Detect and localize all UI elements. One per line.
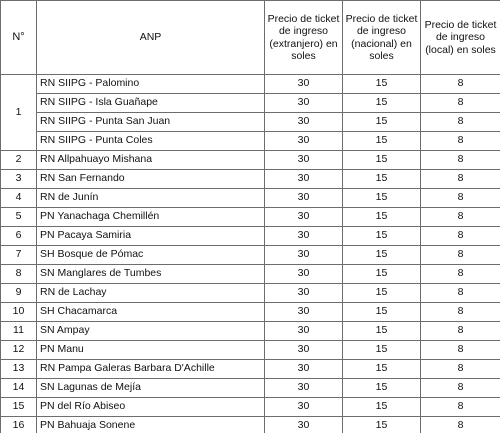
row-number-cell[interactable]: 5: [1, 208, 37, 227]
table-row: [1, 189, 500, 208]
foreign-price-cell[interactable]: 30: [265, 322, 343, 341]
table-row: [1, 113, 500, 132]
anp-name-cell[interactable]: PN Bahuaja Sonene: [37, 417, 265, 433]
foreign-price-cell[interactable]: 30: [265, 417, 343, 433]
table-row: [1, 341, 500, 360]
national-price-cell[interactable]: 15: [343, 94, 421, 113]
national-price-cell[interactable]: 15: [343, 322, 421, 341]
local-price-cell[interactable]: 8: [421, 132, 500, 151]
local-price-cell[interactable]: 8: [421, 75, 500, 94]
national-price-cell[interactable]: 15: [343, 379, 421, 398]
table-row: [1, 208, 500, 227]
row-number-cell[interactable]: 3: [1, 170, 37, 189]
local-price-cell[interactable]: 8: [421, 303, 500, 322]
local-price-cell[interactable]: 8: [421, 208, 500, 227]
anp-name-cell[interactable]: PN Yanachaga Chemillén: [37, 208, 265, 227]
national-price-cell[interactable]: 15: [343, 398, 421, 417]
header-foreign-price[interactable]: Precio de ticket de ingreso (extranjero) en soles: [265, 1, 343, 75]
row-number-cell[interactable]: 1: [1, 75, 37, 151]
anp-name-cell[interactable]: RN San Fernando: [37, 170, 265, 189]
table-row: [1, 265, 500, 284]
foreign-price-cell[interactable]: 30: [265, 360, 343, 379]
anp-name-cell[interactable]: RN Allpahuayo Mishana: [37, 151, 265, 170]
national-price-cell[interactable]: 15: [343, 75, 421, 94]
foreign-price-cell[interactable]: 30: [265, 398, 343, 417]
anp-name-cell[interactable]: PN Pacaya Samiria: [37, 227, 265, 246]
national-price-cell[interactable]: 15: [343, 341, 421, 360]
header-national-price[interactable]: Precio de ticket de ingreso (nacional) en soles: [343, 1, 421, 75]
foreign-price-cell[interactable]: 30: [265, 341, 343, 360]
foreign-price-cell[interactable]: 30: [265, 265, 343, 284]
national-price-cell[interactable]: 15: [343, 208, 421, 227]
foreign-price-cell[interactable]: 30: [265, 94, 343, 113]
local-price-cell[interactable]: 8: [421, 227, 500, 246]
table-row: [1, 170, 500, 189]
anp-name-cell[interactable]: RN SIIPG - Punta San Juan: [37, 113, 265, 132]
table-row: [1, 94, 500, 113]
foreign-price-cell[interactable]: 30: [265, 246, 343, 265]
anp-name-cell[interactable]: SN Ampay: [37, 322, 265, 341]
national-price-cell[interactable]: 15: [343, 417, 421, 433]
table-row: [1, 379, 500, 398]
table-row: [1, 227, 500, 246]
row-number-cell[interactable]: 12: [1, 341, 37, 360]
row-number-cell[interactable]: 13: [1, 360, 37, 379]
table-row: [1, 360, 500, 379]
table-row: [1, 284, 500, 303]
national-price-cell[interactable]: 15: [343, 189, 421, 208]
national-price-cell[interactable]: 15: [343, 360, 421, 379]
local-price-cell[interactable]: 8: [421, 417, 500, 433]
foreign-price-cell[interactable]: 30: [265, 170, 343, 189]
anp-name-cell[interactable]: RN SIIPG - Isla Guañape: [37, 94, 265, 113]
anp-name-cell[interactable]: SN Manglares de Tumbes: [37, 265, 265, 284]
foreign-price-cell[interactable]: 30: [265, 132, 343, 151]
local-price-cell[interactable]: 8: [421, 360, 500, 379]
header-row: [1, 1, 500, 75]
local-price-cell[interactable]: 8: [421, 284, 500, 303]
foreign-price-cell[interactable]: 30: [265, 227, 343, 246]
local-price-cell[interactable]: 8: [421, 341, 500, 360]
row-number-cell[interactable]: 15: [1, 398, 37, 417]
table-row: [1, 417, 500, 433]
header-local-price[interactable]: Precio de ticket de ingreso (local) en soles: [421, 1, 500, 75]
row-number-cell[interactable]: 6: [1, 227, 37, 246]
local-price-cell[interactable]: 8: [421, 398, 500, 417]
foreign-price-cell[interactable]: 30: [265, 379, 343, 398]
local-price-cell[interactable]: 8: [421, 151, 500, 170]
table-row: [1, 132, 500, 151]
local-price-cell[interactable]: 8: [421, 189, 500, 208]
row-number-cell[interactable]: 7: [1, 246, 37, 265]
row-number-cell[interactable]: 16: [1, 417, 37, 433]
row-number-cell[interactable]: 11: [1, 322, 37, 341]
row-number-cell[interactable]: 14: [1, 379, 37, 398]
local-price-cell[interactable]: 8: [421, 246, 500, 265]
anp-name-cell[interactable]: RN SIIPG - Palomino: [37, 75, 265, 94]
table-row: [1, 246, 500, 265]
national-price-cell[interactable]: 15: [343, 246, 421, 265]
national-price-cell[interactable]: 15: [343, 170, 421, 189]
foreign-price-cell[interactable]: 30: [265, 208, 343, 227]
foreign-price-cell[interactable]: 30: [265, 189, 343, 208]
national-price-cell[interactable]: 15: [343, 284, 421, 303]
table-body: [1, 75, 500, 433]
anp-name-cell[interactable]: RN Pampa Galeras Barbara D'Achille: [37, 360, 265, 379]
row-number-cell[interactable]: 8: [1, 265, 37, 284]
table-row: [1, 303, 500, 322]
header-number[interactable]: N°: [1, 1, 37, 75]
local-price-cell[interactable]: 8: [421, 379, 500, 398]
national-price-cell[interactable]: 15: [343, 151, 421, 170]
local-price-cell[interactable]: 8: [421, 113, 500, 132]
foreign-price-cell[interactable]: 30: [265, 303, 343, 322]
anp-name-cell[interactable]: RN de Lachay: [37, 284, 265, 303]
national-price-cell[interactable]: 15: [343, 265, 421, 284]
table-row: [1, 151, 500, 170]
national-price-cell[interactable]: 15: [343, 113, 421, 132]
foreign-price-cell[interactable]: 30: [265, 151, 343, 170]
table-row: [1, 75, 500, 94]
anp-name-cell[interactable]: PN del Río Abiseo: [37, 398, 265, 417]
foreign-price-cell[interactable]: 30: [265, 284, 343, 303]
foreign-price-cell[interactable]: 30: [265, 75, 343, 94]
national-price-cell[interactable]: 15: [343, 132, 421, 151]
table-row: [1, 322, 500, 341]
national-price-cell[interactable]: 15: [343, 227, 421, 246]
row-number-cell[interactable]: 2: [1, 151, 37, 170]
header-anp[interactable]: ANP: [37, 1, 265, 75]
local-price-cell[interactable]: 8: [421, 94, 500, 113]
local-price-cell[interactable]: 8: [421, 170, 500, 189]
row-number-cell[interactable]: 9: [1, 284, 37, 303]
national-price-cell[interactable]: 15: [343, 303, 421, 322]
anp-name-cell[interactable]: PN Manu: [37, 341, 265, 360]
anp-name-cell[interactable]: RN de Junín: [37, 189, 265, 208]
anp-name-cell[interactable]: RN SIIPG - Punta Coles: [37, 132, 265, 151]
anp-name-cell[interactable]: SH Chacamarca: [37, 303, 265, 322]
row-number-cell[interactable]: 4: [1, 189, 37, 208]
anp-name-cell[interactable]: SH Bosque de Pómac: [37, 246, 265, 265]
local-price-cell[interactable]: 8: [421, 265, 500, 284]
foreign-price-cell[interactable]: 30: [265, 113, 343, 132]
table-row: [1, 398, 500, 417]
row-number-cell[interactable]: 10: [1, 303, 37, 322]
anp-name-cell[interactable]: SN Lagunas de Mejía: [37, 379, 265, 398]
local-price-cell[interactable]: 8: [421, 322, 500, 341]
